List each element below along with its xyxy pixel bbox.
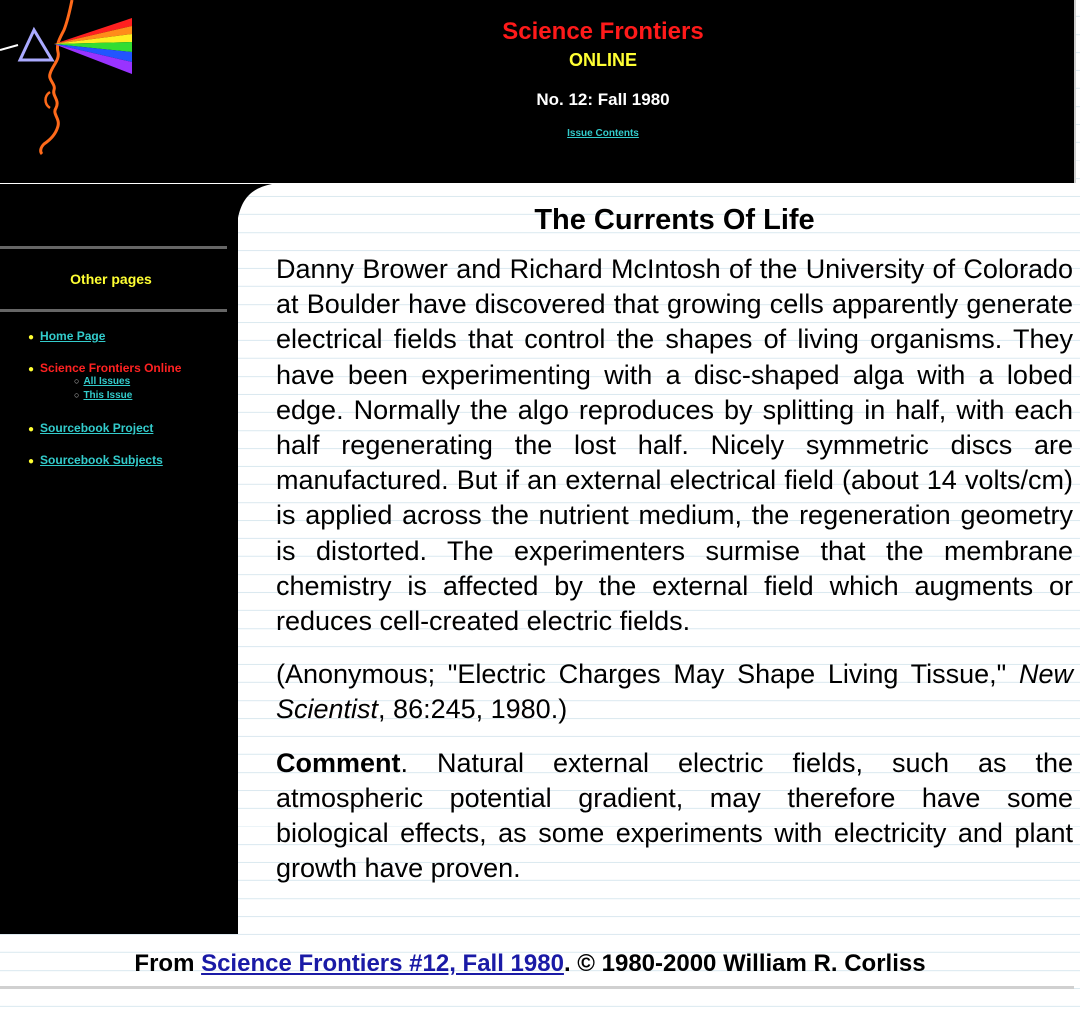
issue-contents-container (0, 128, 1080, 139)
sidebar-item-sourcebook-subjects (28, 453, 163, 467)
current-section-label: Science Frontiers Online (40, 361, 182, 375)
comment-label: Comment (276, 747, 401, 778)
footer-issue-link[interactable]: Science Frontiers #12, Fall 1980 (201, 950, 564, 977)
issue-label: No. 12: Fall 1980 (536, 90, 670, 109)
sidebar-heading: Other pages (70, 271, 152, 287)
sourcebook-subjects-link[interactable]: Sourcebook Subjects (40, 453, 163, 467)
citation-prefix: (Anonymous; "Electric Charges May Shape Living Tissue," (276, 659, 1007, 690)
footer-copyright: . © 1980-2000 William R. Corliss (563, 950, 926, 977)
article-title: The Currents Of Life (534, 204, 815, 236)
footer-prefix: From (134, 950, 202, 977)
circle-bullet-icon: ○ (74, 376, 80, 386)
comment-text: . Natural external electric fields, such as the atmospheric potential gradient, may therefore have some biological effects, as some experiments with electricity and plant growth have proven. (276, 747, 1073, 884)
sidebar (0, 184, 238, 934)
article (276, 200, 1073, 886)
article-comment (276, 746, 1073, 887)
home-page-link[interactable]: Home Page (40, 329, 106, 343)
article-body: Danny Brower and Richard McIntosh of the University of Colorado at Boulder have discovered that growing cells apparently generate electrical fields that control the shapes of living organisms. They have been experimenting with a disc-shaped alga with a lobed edge. Normally the algo reproduces by splitting in half, with each half regenerating the lost half. Nicely symmetric discs are manufactured. But if an external electrical field (about 14 volts/cm) is applied across the nutrient medium, the regeneration geometry is distorted. The experimenters surmise that the membrane chemistry is affected by the external field which augments or reduces cell-created electric fields. (276, 254, 1073, 637)
sidebar-item-sf-online (28, 361, 181, 375)
sidebar-divider-bottom (0, 309, 227, 312)
footer-divider (0, 986, 1074, 989)
sidebar-divider-top (0, 246, 227, 249)
sidebar-item-sourcebook-project (28, 421, 153, 435)
citation-suffix: , 86:245, 1980.) (378, 694, 568, 725)
issue-contents-link[interactable]: Issue Contents (567, 128, 639, 139)
site-title: Science Frontiers (502, 18, 704, 45)
sidebar-subitem-all-issues (74, 376, 130, 387)
site-header (0, 0, 1074, 183)
header-divider (1074, 0, 1076, 183)
article-citation (276, 657, 1073, 727)
bullet-icon: ● (28, 332, 35, 343)
bullet-icon: ● (28, 456, 35, 467)
this-issue-link[interactable]: This Issue (83, 390, 133, 401)
sourcebook-project-link[interactable]: Sourcebook Project (40, 421, 154, 435)
content-corner-curve (238, 184, 278, 224)
site-subtitle: ONLINE (568, 50, 637, 70)
circle-bullet-icon: ○ (74, 390, 80, 400)
bullet-icon: ● (28, 424, 35, 435)
sidebar-item-home (28, 329, 105, 343)
footer (0, 950, 1060, 978)
citation-journal: New Scientist (276, 659, 1073, 725)
bullet-icon: ● (28, 364, 35, 375)
sidebar-subitem-this-issue (74, 390, 132, 401)
all-issues-link[interactable]: All Issues (83, 376, 131, 387)
